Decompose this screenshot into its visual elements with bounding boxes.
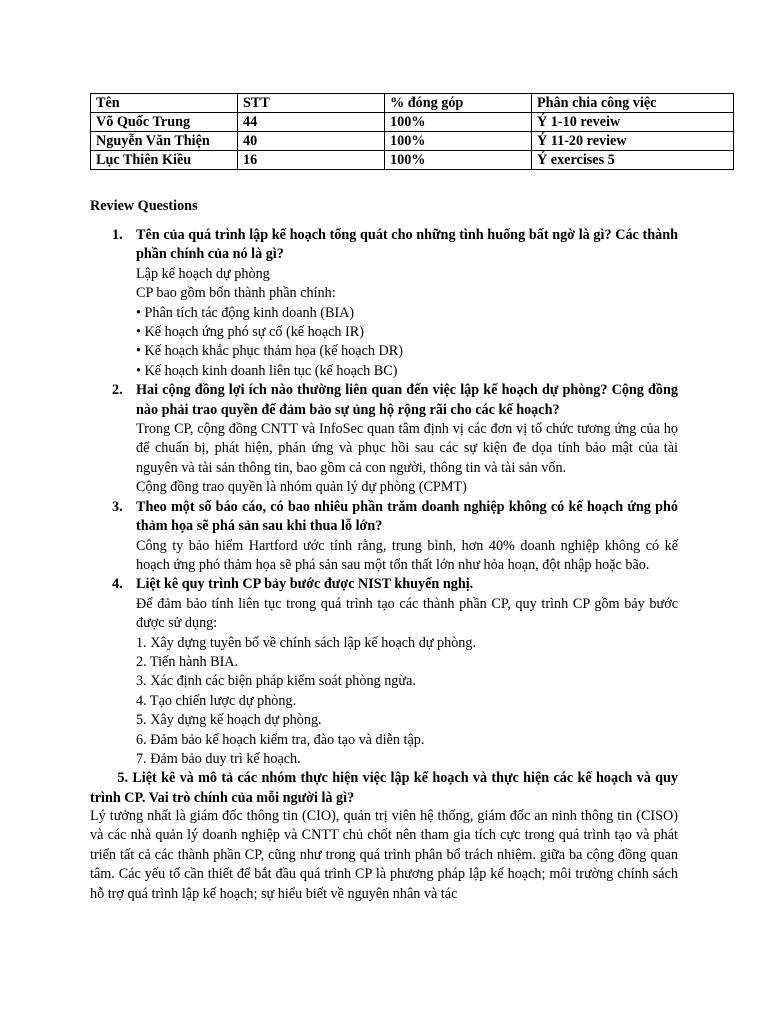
table-cell: Ý 11-20 review	[532, 132, 734, 151]
answer-line: 6. Đảm bảo kế hoạch kiểm tra, đào tạo và diễn tập.	[136, 731, 425, 748]
table-cell: Lục Thiên Kiều	[91, 151, 238, 170]
answer-line: • Phân tích tác động kinh doanh (BIA)	[136, 304, 355, 321]
table-cell: Ý 1-10 reveiw	[532, 113, 734, 132]
question-number: 1.	[112, 227, 123, 243]
answer-line: 2. Tiến hành BIA.	[136, 653, 239, 670]
table-cell: Ý exercises 5	[532, 151, 734, 170]
table-cell: 100%	[385, 132, 532, 151]
question-list	[90, 226, 678, 808]
answer-line: 4. Tạo chiến lược dự phòng.	[136, 692, 297, 709]
question-text: Liệt kê quy trình CP bảy bước được NIST khuyến nghị.	[136, 576, 474, 593]
answer-line: Cộng đồng trao quyền là nhóm quản lý dự phòng (CPMT)	[136, 479, 467, 496]
question-text: Liệt kê và mô tả các nhóm thực hiện việc lập kế hoạch và thực hiện các kế hoạch và quy trình CP. Vai trò chính của mỗi người là gì?	[90, 770, 679, 806]
question-item	[90, 498, 678, 576]
table-cell: 16	[238, 151, 385, 170]
table-cell: 100%	[385, 113, 532, 132]
answer-line: • Kế hoạch khắc phục thảm họa (kế hoạch DR)	[136, 343, 403, 360]
answer-line: Lập kế hoạch dự phòng	[136, 265, 270, 282]
members-table-body	[91, 94, 734, 170]
table-cell: Nguyễn Văn Thiện	[91, 132, 238, 151]
question-number: 2.	[112, 382, 123, 399]
question-text: Tên của quá trình lập kế hoạch tổng quát cho những tình huống bất ngờ là gì? Các thành phần chính của nó là gì?	[136, 227, 678, 263]
answer-line: Trong CP, cộng đồng CNTT và InfoSec quan tâm định vị các đơn vị tổ chức tương ứng của họ để chuẩn bị, phát hiện, phản ứng và phục hồi sau các sự kiện đe dọa tính bảo mật của tài nguyên và tài sản thông tin, bao gồm cả con người, thông tin và tài sản vốn.	[136, 421, 678, 476]
answer-line: Công ty bảo hiểm Hartford ước tính rằng, trung bình, hơn 40% doanh nghiệp không có kế hoạch ứng phó thảm họa sẽ phá sản sau một tổn thất lớn như hỏa hoạn, đột nhập hoặc bão.	[136, 537, 678, 573]
question-text: Hai cộng đồng lợi ích nào thường liên quan đến việc lập kế hoạch dự phòng? Cộng đồng nào phải trao quyền để đảm bảo sự ủng hộ rộng rãi cho các kế hoạch?	[136, 382, 678, 418]
question-number: 3.	[112, 498, 123, 515]
review-questions-heading: Review Questions	[90, 198, 198, 214]
table-cell: Phân chia công việc	[532, 94, 734, 113]
question-number: 5.	[117, 770, 128, 787]
table-row	[91, 132, 734, 151]
answer-line: • Kế hoạch ứng phó sự cố (kế hoạch IR)	[136, 324, 364, 341]
table-cell: Tên	[91, 94, 238, 113]
answer-line: 5. Xây dựng kế hoạch dự phòng.	[136, 712, 322, 729]
table-cell: 44	[238, 113, 385, 132]
table-cell: 40	[238, 132, 385, 151]
answer-line: 1. Xây dựng tuyên bố về chính sách lập kế hoạch dự phòng.	[136, 634, 477, 651]
table-cell: Võ Quốc Trung	[91, 113, 238, 132]
question-item	[90, 575, 678, 769]
answer-line: Để đảm bảo tính liên tục trong quá trình tạo các thành phần CP, quy trình CP gồm bảy bước được sử dụng:	[136, 595, 678, 632]
answer-line: CP bao gồm bốn thành phần chính:	[136, 285, 336, 302]
question-number: 4.	[112, 576, 123, 593]
table-cell: STT	[238, 94, 385, 113]
answer-paragraph: Lý tưởng nhất là giám đốc thông tin (CIO), quản trị viên hệ thống, giám đốc an ninh thông tin (CISO) và các nhà quản lý doanh nghiệp và CNTT chủ chốt nên tham gia tích cực trong quá trình tạo và phát triển tất cả các thành phần CP, cũng như trong quá trình phân bổ trách nhiệm. giữa ba cộng đồng quan tâm. Các yếu tố cần thiết để bắt đầu quá trình CP là phương pháp lập kế hoạch; môi trường chính sách hỗ trợ quá trình lập kế hoạch; sự hiểu biết về nguyên nhân và tác	[90, 808, 678, 902]
question-item	[90, 769, 678, 808]
table-cell: % đóng góp	[385, 94, 532, 113]
table-cell: 100%	[385, 151, 532, 170]
question-text: Theo một số báo cáo, có bao nhiêu phần trăm doanh nghiệp không có kế hoạch ứng phó thảm họa sẽ phá sản sau khi thua lỗ lớn?	[136, 498, 678, 535]
answer-line: • Kế hoạch kinh doanh liên tục (kế hoạch BC)	[136, 362, 398, 379]
answer-line: 3. Xác định các biện pháp kiểm soát phòng ngừa.	[136, 673, 416, 690]
members-table	[90, 93, 734, 170]
question-item	[90, 226, 678, 381]
table-row	[91, 113, 734, 132]
answer-line: 7. Đảm bảo duy trì kế hoạch.	[136, 750, 301, 767]
table-header-row	[91, 94, 734, 113]
table-row	[91, 151, 734, 170]
question-item	[90, 381, 678, 497]
